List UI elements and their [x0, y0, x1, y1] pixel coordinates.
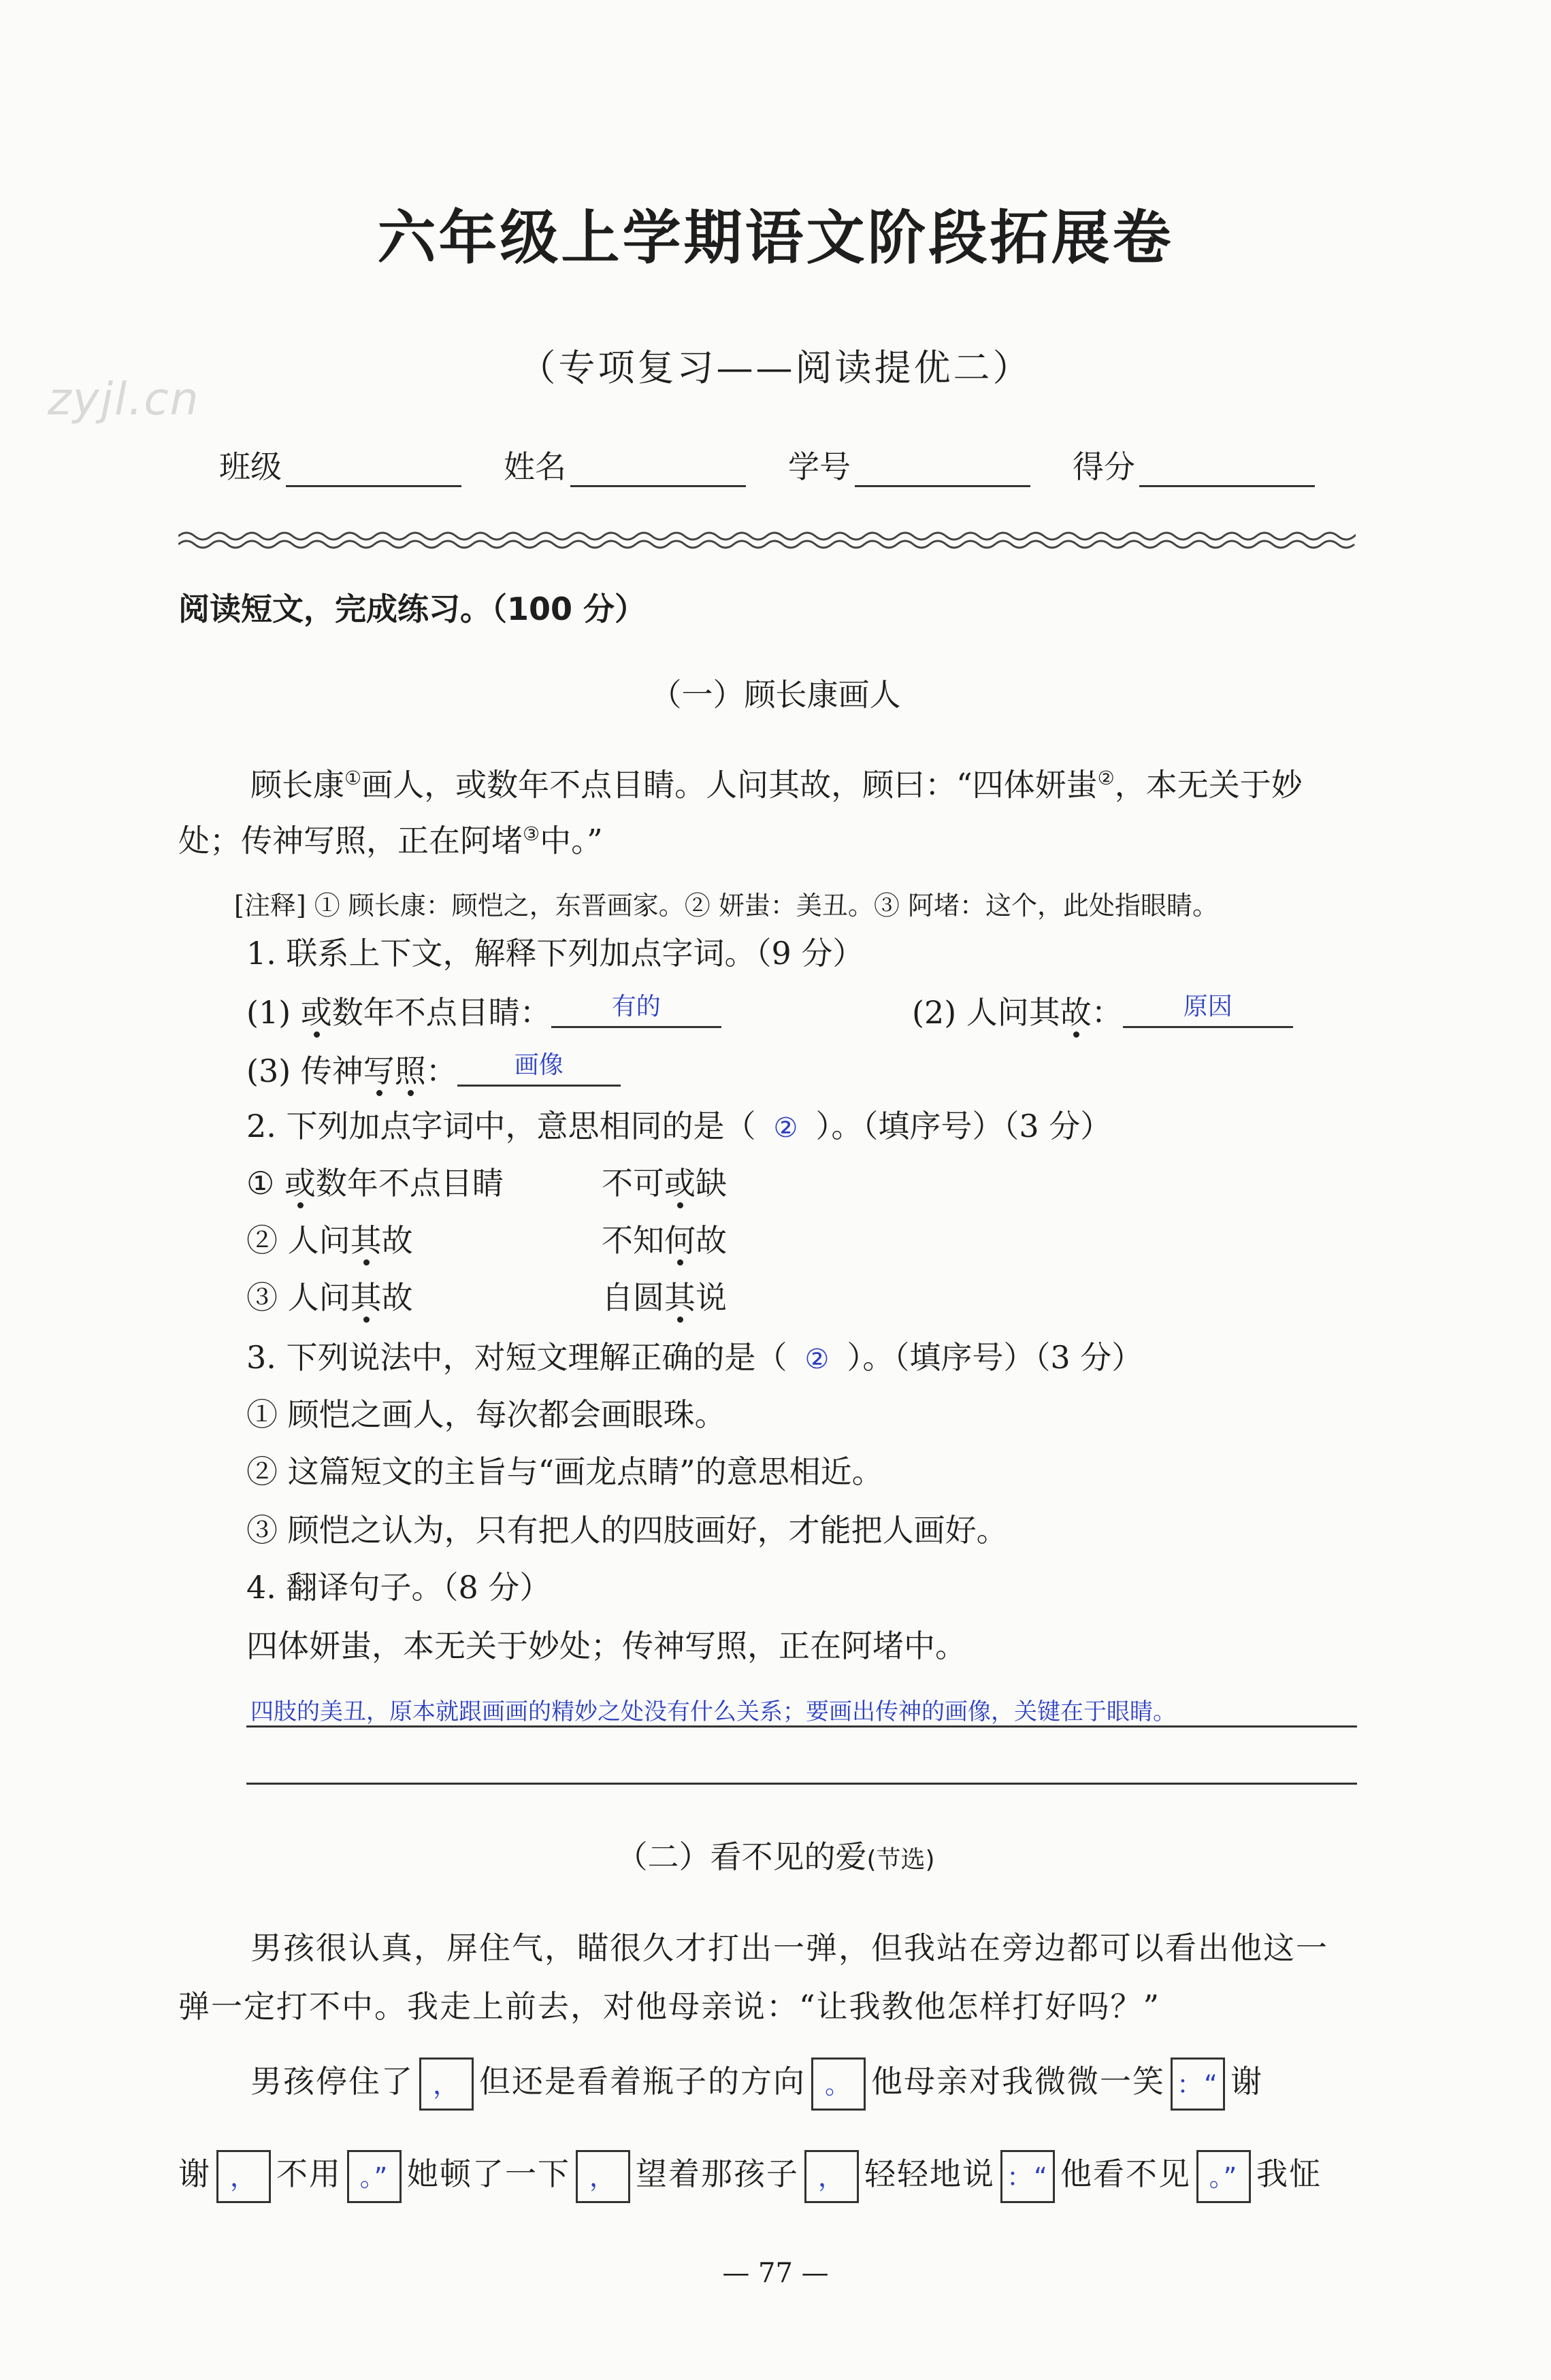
passage-two-line3: 男孩停住了 ， 但还是看着瓶子的方向 。 他母亲对我微微一笑 ：“ 谢: [250, 2057, 1263, 2111]
page-number: — 77 —: [722, 2258, 829, 2289]
passage-two-line4: 谢 ， 不用 。” 她顿了一下 ， 望着那孩子 ， 轻轻地说 ：“ 他看不见 。” 我怔: [178, 2150, 1322, 2203]
section-two-heading: （二）看不见的爱(节选): [616, 1838, 935, 1875]
question-3-option-2: ② 这篇短文的主旨与“画龙点睛”的意思相近。: [246, 1453, 883, 1490]
question-4: 4. 翻译句子。（8 分）: [246, 1569, 551, 1606]
question-3: 3. 下列说法中，对短文理解正确的是（ ② ）。（填序号）（3 分）: [246, 1339, 1143, 1376]
punctuation-box[interactable]: ，: [576, 2150, 630, 2203]
instruction: 阅读短文，完成练习。（100 分）: [178, 591, 647, 627]
answer-line-1: [246, 1725, 1357, 1728]
wavy-divider: [178, 531, 1356, 551]
question-2-option-2: ② 人问其故: [246, 1222, 413, 1259]
question-2: 2. 下列加点字词中，意思相同的是（ ② ）。（填序号）（3 分）: [246, 1108, 1112, 1144]
question-1-part-1: (1) 或数年不点目睛： 有的: [246, 995, 721, 1028]
answer-blank[interactable]: 原因: [1123, 995, 1293, 1028]
question-1-part-2: (2) 人问其故： 原因: [912, 995, 1293, 1028]
passage-one-line1: 顾长康①画人，或数年不点目睛。人问其故，顾曰：“四体妍蚩②，本无关于妙: [250, 766, 1303, 804]
question-2-option-1b: 不可或缺: [602, 1165, 727, 1202]
punctuation-box[interactable]: ，: [216, 2150, 271, 2203]
punctuation-box[interactable]: 。: [811, 2057, 866, 2111]
page-subtitle: （专项复习——阅读提优二）: [519, 346, 1032, 389]
answer-blank[interactable]: 画像: [457, 1053, 621, 1087]
punctuation-box[interactable]: ，: [804, 2150, 859, 2203]
passage-one-line2: 处；传神写照，正在阿堵③中。”: [178, 822, 603, 859]
name-field[interactable]: 姓名: [504, 442, 746, 487]
page-title: 六年级上学期语文阶段拓展卷: [377, 203, 1174, 272]
class-field[interactable]: 班级: [219, 442, 461, 487]
student-id-field[interactable]: 学号: [788, 442, 1030, 487]
punctuation-box[interactable]: ：“: [1000, 2150, 1055, 2203]
passage-two-line1: 男孩很认真，屏住气，瞄很久才打出一弹，但我站在旁边都可以看出他这一: [250, 1930, 1328, 1966]
question-1-part-3: (3) 传神写照： 画像: [246, 1053, 621, 1087]
question-4-answer: 四肢的美丑，原本就跟画画的精妙之处没有什么关系；要画出传神的画像，关键在于眼睛。: [250, 1698, 1176, 1725]
question-2-option-3b: 自圆其说: [602, 1279, 727, 1316]
watermark-logo: zyjl.cn: [48, 373, 200, 425]
question-4-sentence: 四体妍蚩，本无关于妙处；传神写照，正在阿堵中。: [246, 1627, 966, 1664]
question-3-option-3: ③ 顾恺之认为，只有把人的四肢画好，才能把人画好。: [246, 1512, 1008, 1549]
section-one-heading: （一）顾长康画人: [650, 676, 901, 713]
passage-two-line2: 弹一定打不中。我走上前去，对他母亲说：“让我教他怎样打好吗？”: [178, 1988, 1161, 2025]
score-field[interactable]: 得分: [1073, 442, 1315, 487]
punctuation-box[interactable]: 。”: [1196, 2150, 1251, 2203]
annotation-note: [注释] ① 顾长康：顾恺之，东晋画家。② 妍蚩：美丑。③ 阿堵：这个，此处指眼睛。: [234, 891, 1218, 921]
question-1: 1. 联系上下文，解释下列加点字词。（9 分）: [246, 935, 864, 972]
question-3-option-1: ① 顾恺之画人，每次都会画眼珠。: [246, 1396, 726, 1433]
answer-line-2: [246, 1783, 1357, 1785]
question-2-option-3: ③ 人问其故: [246, 1279, 413, 1316]
question-2-option-1: ① 或数年不点目睛: [246, 1165, 504, 1202]
punctuation-box[interactable]: 。”: [347, 2150, 402, 2203]
answer-blank[interactable]: 有的: [551, 995, 721, 1028]
punctuation-box[interactable]: ，: [419, 2057, 474, 2111]
question-2-option-2b: 不知何故: [602, 1222, 727, 1259]
punctuation-box[interactable]: ：“: [1171, 2057, 1225, 2111]
